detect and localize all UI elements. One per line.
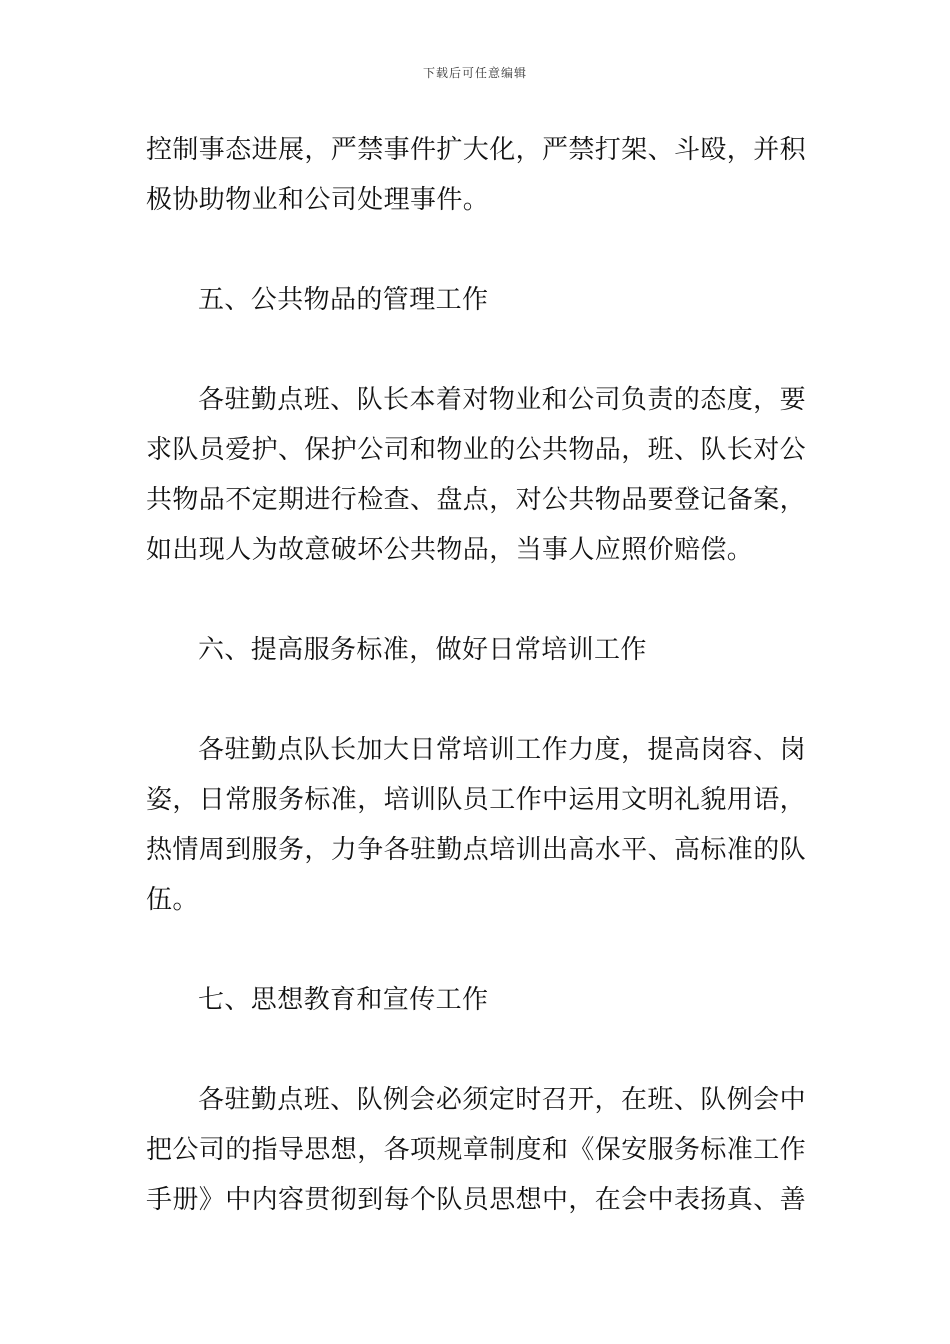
paragraph-gap <box>146 675 806 725</box>
section-heading-6: 六、提高服务标准，做好日常培训工作 <box>198 635 647 665</box>
paragraph-gap <box>146 575 806 625</box>
paragraph-gap <box>146 925 806 975</box>
paragraph-gap <box>146 325 806 375</box>
page-header-note: 下载后可任意编辑 <box>422 66 527 80</box>
paragraph-section-7: 各驻勤点班、队例会必须定时召开，在班、队例会中把公司的指导思想，各项规章制度和《保安服务标准工作手册》中内容贯彻到每个队员思想中，在会中表扬真、善 <box>146 1085 807 1215</box>
paragraph-continuation: 控制事态进展，严禁事件扩大化，严禁打架、斗殴，并积极协助物业和公司处理事件。 <box>146 135 807 215</box>
paragraph-gap <box>146 225 806 275</box>
paragraph-section-6: 各驻勤点队长加大日常培训工作力度，提高岗容、岗姿，日常服务标准，培训队员工作中运用文明礼貌用语，热情周到服务，力争各驻勤点培训出高水平、高标准的队伍。 <box>146 735 807 915</box>
section-heading-5: 五、公共物品的管理工作 <box>198 285 489 315</box>
document-body <box>146 125 806 1225</box>
paragraph-section-5: 各驻勤点班、队长本着对物业和公司负责的态度，要求队员爱护、保护公司和物业的公共物品，班、队长对公共物品不定期进行检查、盘点，对公共物品要登记备案，如出现人为故意破坏公共物品，当事人应照价赔偿。 <box>146 385 807 565</box>
section-heading-7: 七、思想教育和宣传工作 <box>198 985 489 1015</box>
paragraph-gap <box>146 1025 806 1075</box>
